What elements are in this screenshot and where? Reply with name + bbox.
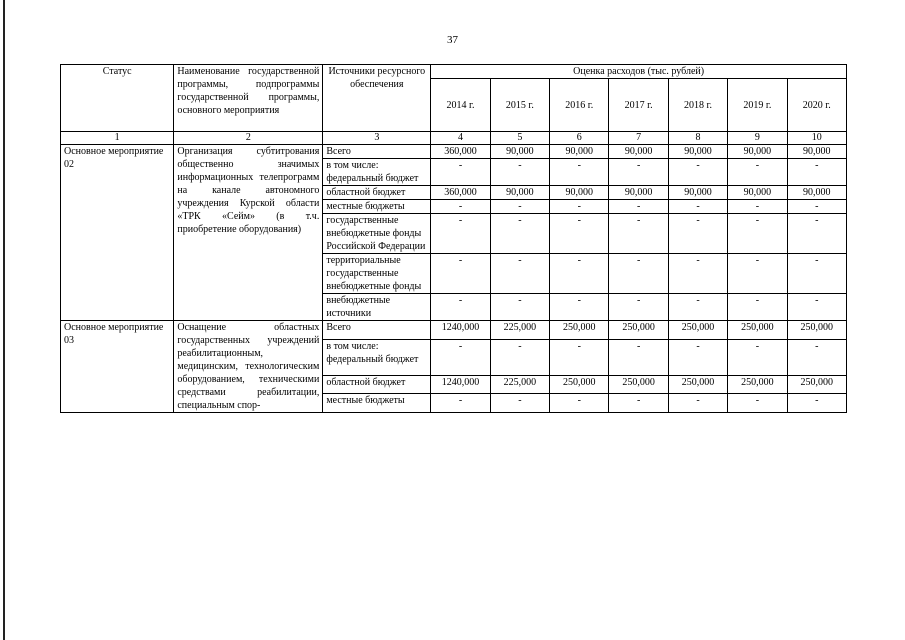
- funding-source-cell: внебюджетные источники: [323, 294, 431, 321]
- expense-value-cell: 90,000: [609, 145, 668, 159]
- expense-value-cell: -: [431, 200, 490, 214]
- header-year: 2019 г.: [728, 79, 787, 132]
- expense-value-cell: 90,000: [668, 145, 727, 159]
- funding-source-cell: Всего: [323, 321, 431, 340]
- expense-value-cell: -: [490, 159, 549, 186]
- expense-value-cell: 1240,000: [431, 375, 490, 394]
- expense-value-cell: -: [787, 394, 846, 413]
- column-number: 6: [550, 132, 609, 145]
- column-number: 4: [431, 132, 490, 145]
- expense-value-cell: -: [431, 394, 490, 413]
- expense-value-cell: 90,000: [609, 186, 668, 200]
- header-row: [61, 65, 847, 79]
- expense-value-cell: 225,000: [490, 321, 549, 340]
- funding-source-cell: Всего: [323, 145, 431, 159]
- column-number: 3: [323, 132, 431, 145]
- funding-source-cell: территориальные государственные внебюджетные фонды: [323, 254, 431, 294]
- status-cell: Основное мероприятие 02: [61, 145, 174, 321]
- expense-value-cell: -: [609, 254, 668, 294]
- expense-value-cell: -: [728, 159, 787, 186]
- expense-value-cell: -: [668, 294, 727, 321]
- funding-source-cell: государственные внебюджетные фонды Российской Федерации: [323, 214, 431, 254]
- column-number: 10: [787, 132, 846, 145]
- measure-name-cell: Организация субтитрования общественно значимых информационных телепрограмм на канале автономного учреждения Курской области «ТРК «Сейм» (в т.ч. приобретение оборудования): [174, 145, 323, 321]
- table-row: [61, 145, 847, 159]
- expense-value-cell: -: [668, 339, 727, 375]
- expense-value-cell: -: [728, 214, 787, 254]
- expense-value-cell: -: [431, 214, 490, 254]
- expense-value-cell: -: [787, 339, 846, 375]
- expense-value-cell: -: [490, 200, 549, 214]
- expense-value-cell: 90,000: [787, 186, 846, 200]
- expense-value-cell: 90,000: [490, 145, 549, 159]
- funding-source-cell: местные бюджеты: [323, 394, 431, 413]
- column-number: 7: [609, 132, 668, 145]
- expense-value-cell: -: [668, 394, 727, 413]
- expense-value-cell: -: [550, 339, 609, 375]
- expense-value-cell: 90,000: [668, 186, 727, 200]
- expense-value-cell: 90,000: [787, 145, 846, 159]
- expense-value-cell: -: [668, 200, 727, 214]
- expense-value-cell: -: [787, 200, 846, 214]
- expense-value-cell: -: [728, 394, 787, 413]
- expense-value-cell: 250,000: [787, 321, 846, 340]
- funding-source-cell: в том числе: федеральный бюджет: [323, 159, 431, 186]
- expense-value-cell: -: [431, 254, 490, 294]
- expense-value-cell: -: [431, 339, 490, 375]
- expense-value-cell: -: [668, 214, 727, 254]
- expense-value-cell: 250,000: [550, 375, 609, 394]
- expense-value-cell: -: [490, 214, 549, 254]
- funding-source-cell: областной бюджет: [323, 186, 431, 200]
- expense-value-cell: 1240,000: [431, 321, 490, 340]
- column-number-row: [61, 132, 847, 145]
- expense-value-cell: -: [490, 254, 549, 294]
- expense-value-cell: -: [550, 159, 609, 186]
- expense-value-cell: -: [609, 214, 668, 254]
- expense-value-cell: -: [728, 339, 787, 375]
- header-year: 2015 г.: [490, 79, 549, 132]
- expense-value-cell: -: [490, 294, 549, 321]
- expense-value-cell: 250,000: [787, 375, 846, 394]
- expense-value-cell: -: [431, 159, 490, 186]
- expense-value-cell: 90,000: [490, 186, 549, 200]
- expense-value-cell: -: [490, 339, 549, 375]
- expense-value-cell: 225,000: [490, 375, 549, 394]
- page-number: 37: [447, 34, 458, 46]
- expense-value-cell: 250,000: [668, 375, 727, 394]
- column-number: 1: [61, 132, 174, 145]
- expense-value-cell: -: [490, 394, 549, 413]
- expense-value-cell: -: [550, 254, 609, 294]
- header-status: Статус: [61, 65, 174, 132]
- expense-value-cell: -: [609, 394, 668, 413]
- column-number: 9: [728, 132, 787, 145]
- header-year: 2018 г.: [668, 79, 727, 132]
- column-number: 8: [668, 132, 727, 145]
- expense-value-cell: -: [728, 254, 787, 294]
- column-number: 5: [490, 132, 549, 145]
- expense-value-cell: 90,000: [550, 186, 609, 200]
- header-year: 2020 г.: [787, 79, 846, 132]
- expense-value-cell: 250,000: [728, 375, 787, 394]
- header-sources: Источники ресурсного обеспечения: [323, 65, 431, 132]
- expense-value-cell: -: [609, 339, 668, 375]
- funding-source-cell: в том числе: федеральный бюджет: [323, 339, 431, 375]
- expense-value-cell: 250,000: [668, 321, 727, 340]
- expense-value-cell: -: [550, 394, 609, 413]
- header-year: 2017 г.: [609, 79, 668, 132]
- expense-value-cell: -: [431, 294, 490, 321]
- expense-value-cell: -: [609, 294, 668, 321]
- expense-value-cell: 250,000: [550, 321, 609, 340]
- funding-source-cell: местные бюджеты: [323, 200, 431, 214]
- expense-value-cell: -: [550, 294, 609, 321]
- expense-value-cell: 360,000: [431, 145, 490, 159]
- header-estimate: Оценка расходов (тыс. рублей): [431, 65, 847, 79]
- expense-value-cell: -: [668, 254, 727, 294]
- expense-value-cell: -: [668, 159, 727, 186]
- budget-table: [60, 64, 847, 413]
- status-cell: Основное мероприятие 03: [61, 321, 174, 413]
- expense-value-cell: -: [550, 214, 609, 254]
- expense-value-cell: -: [609, 159, 668, 186]
- funding-source-cell: областной бюджет: [323, 375, 431, 394]
- header-year: 2014 г.: [431, 79, 490, 132]
- expense-value-cell: -: [728, 200, 787, 214]
- expense-value-cell: -: [609, 200, 668, 214]
- expense-value-cell: -: [787, 294, 846, 321]
- expense-value-cell: 250,000: [609, 375, 668, 394]
- expense-value-cell: -: [787, 159, 846, 186]
- header-name: Наименование государственной программы, подпрограммы государственной программы, основного мероприятия: [174, 65, 323, 132]
- measure-name-cell: Оснащение областных государственных учреждений реабилитационным, медицинским, технологическим оборудованием, техническими средствами реабилитации, специальным спор-: [174, 321, 323, 413]
- page-edge: [3, 0, 5, 640]
- expense-value-cell: -: [550, 200, 609, 214]
- expense-value-cell: -: [728, 294, 787, 321]
- expense-value-cell: 90,000: [728, 186, 787, 200]
- expense-value-cell: -: [787, 254, 846, 294]
- column-number: 2: [174, 132, 323, 145]
- expense-value-cell: 90,000: [728, 145, 787, 159]
- header-year: 2016 г.: [550, 79, 609, 132]
- expense-value-cell: 90,000: [550, 145, 609, 159]
- expense-value-cell: -: [787, 214, 846, 254]
- table-row: [61, 321, 847, 340]
- expense-value-cell: 360,000: [431, 186, 490, 200]
- expense-value-cell: 250,000: [609, 321, 668, 340]
- expense-value-cell: 250,000: [728, 321, 787, 340]
